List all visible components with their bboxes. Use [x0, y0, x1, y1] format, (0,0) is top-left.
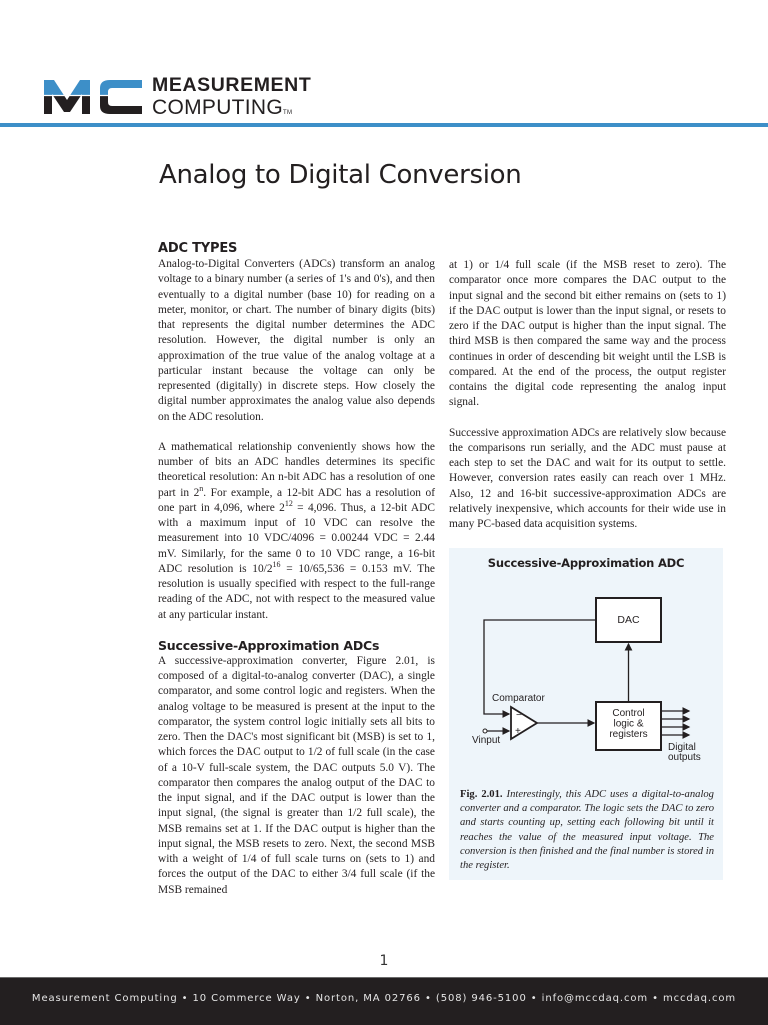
- trademark-symbol: TM: [283, 109, 293, 116]
- digital-outputs-label-line1: Digital: [668, 742, 696, 753]
- digital-output-arrows: [661, 711, 689, 735]
- logo-line-measurement: MEASUREMENT: [152, 74, 312, 96]
- minus-sign: −: [516, 710, 522, 721]
- superscript: 12: [284, 498, 293, 508]
- paragraph-sa-speed: Successive approximation ADCs are relatively slow because the comparisons run serially, and the ADC must pause at each step to set the DAC and wait for its output to settle. However, conversion rates easily can reach over 1 MHz. Also, 12 and 16-bit successive-approximation ADCs are relatively inexpensive, which accounts for their wide use in many PC-based data acquisition systems.: [449, 426, 726, 530]
- dac-block: [596, 598, 661, 642]
- figure-caption: [460, 788, 714, 873]
- mc-logo-mark-icon: [44, 76, 148, 116]
- company-logo: [44, 74, 364, 118]
- left-column: [158, 240, 435, 898]
- logo-computing-text: COMPUTING: [152, 95, 284, 119]
- control-label-line1: Control: [612, 708, 645, 719]
- page-title: Analog to Digital Conversion: [159, 160, 522, 190]
- figure-title: Successive-Approximation ADC: [487, 556, 685, 570]
- superscript: n: [199, 483, 204, 493]
- control-label-line3: registers: [609, 729, 648, 740]
- paragraph-adc-intro: Analog-to-Digital Converters (ADCs) transform an analog voltage to a binary number (a series of 1's and 0's), and then eventually to a digital number (base 10) for reading on a meter, monitor, or chart. The number of binary digits (bits) that represents the digital number determines the ADC resolution. However, the digital number is only an approximation of the true value of the analog voltage at a particular instant because the voltage can only be represented (digitally) in discrete steps. How closely the digital number approximates the analog value also depends on the ADC resolution.: [158, 258, 435, 423]
- section-heading-adc-types: ADC TYPES: [158, 241, 238, 256]
- superscript: 16: [272, 559, 281, 569]
- digital-outputs-label-line2: outputs: [668, 752, 701, 763]
- comparator-label: Comparator: [492, 693, 545, 704]
- figure-caption-text: Interestingly, this ADC uses a digital-to-analog converter and a comparator. The logic sets the DAC to zero and starts counting up, setting each following bit until it reaches the value of the measured input voltage. The conversion is then finished and the final number is stored in the register.: [460, 789, 714, 872]
- page-number: 1: [379, 953, 389, 969]
- control-label-line2: logic &: [613, 718, 644, 730]
- sa-adc-block-diagram: [449, 548, 723, 788]
- text-run: = 4,096. Thus, a 12-bit ADC with a maximum input of 10 VDC can resolve the measurement into 10 VDC/4096 = 0.00244 VDC = 2.44 mV. Similarly, for the same 0 to 10 VDC range, a 16-bit ADC resolution is 10/2: [158, 501, 435, 575]
- text-run: = 10/65,536 = 0.153 mV. The resolution is usually specified with respect to the full-range reading of the ADC, not with respect to the measured value at any particular instant.: [158, 562, 435, 621]
- figure-2-01: [449, 548, 723, 880]
- dac-label: DAC: [617, 614, 640, 626]
- paragraph-resolution: [158, 440, 435, 623]
- comparator-symbol: [492, 693, 545, 739]
- footer-bar: [0, 977, 768, 1025]
- header-divider: [0, 123, 768, 127]
- text-run: A mathematical relationship conveniently shows how the number of bits an ADC handles determines its specific theoretical resolution: An n-bit ADC has a resolution of one part in 2: [158, 440, 435, 499]
- logo-line-computing: [152, 97, 311, 118]
- right-column: [449, 258, 726, 532]
- vinput-label: Vinput: [472, 735, 501, 746]
- figure-caption-label: Fig. 2.01.: [460, 789, 503, 800]
- subheading-successive-approximation: Successive-Approximation ADCs: [158, 637, 380, 653]
- paragraph-sa-continued: at 1) or 1/4 full scale (if the MSB reset to zero). The comparator once more compares the DAC output to the input signal and the second bit either remains on (sets to 1) if the DAC output is lower than the input signal, or resets to zero if the DAC output is higher than the input signal. The third MSB is then compared the same way and the process continues in order of descending bit weight until the LSB is compared. At the end of the process, the output register contains the digital code representing the analog input signal.: [449, 259, 726, 409]
- footer-contact-info: Measurement Computing • 10 Commerce Way • Norton, MA 02766 • (508) 946-5100 • info@mccdaq.com • mccdaq.com: [31, 993, 737, 1004]
- text-run: . For example, a 12-bit ADC has a resolution of one part in 4,096, where 2: [158, 486, 435, 514]
- logo-wordmark: [152, 76, 311, 118]
- paragraph-sa-converter: A successive-approximation converter, Figure 2.01, is composed of a digital-to-analog converter (DAC), a single comparator, and some control logic and registers. When the analog voltage to be measured is present at the input to the comparator, the system control logic initially sets all bits to zero. Then the DAC's most significant bit (MSB) is set to 1, which forces the DAC output to 1/2 of full scale (in the case of a 10-V full-scale system, the DAC outputs 5.0 V). The comparator then compares the analog output of the DAC to the input signal, and if the DAC output is lower than the input signal, (the signal is greater than 1/2 full scale), the MSB remains set at 1. If the DAC output is higher than the input signal, the MSB resets to zero. Next, the second MSB with a weight of 1/4 of full scale turns on (sets to 1) and forces the output of the DAC to either 3/4 full scale (if the MSB remained: [158, 654, 435, 896]
- plus-sign: +: [515, 726, 521, 737]
- control-logic-block: [596, 702, 661, 750]
